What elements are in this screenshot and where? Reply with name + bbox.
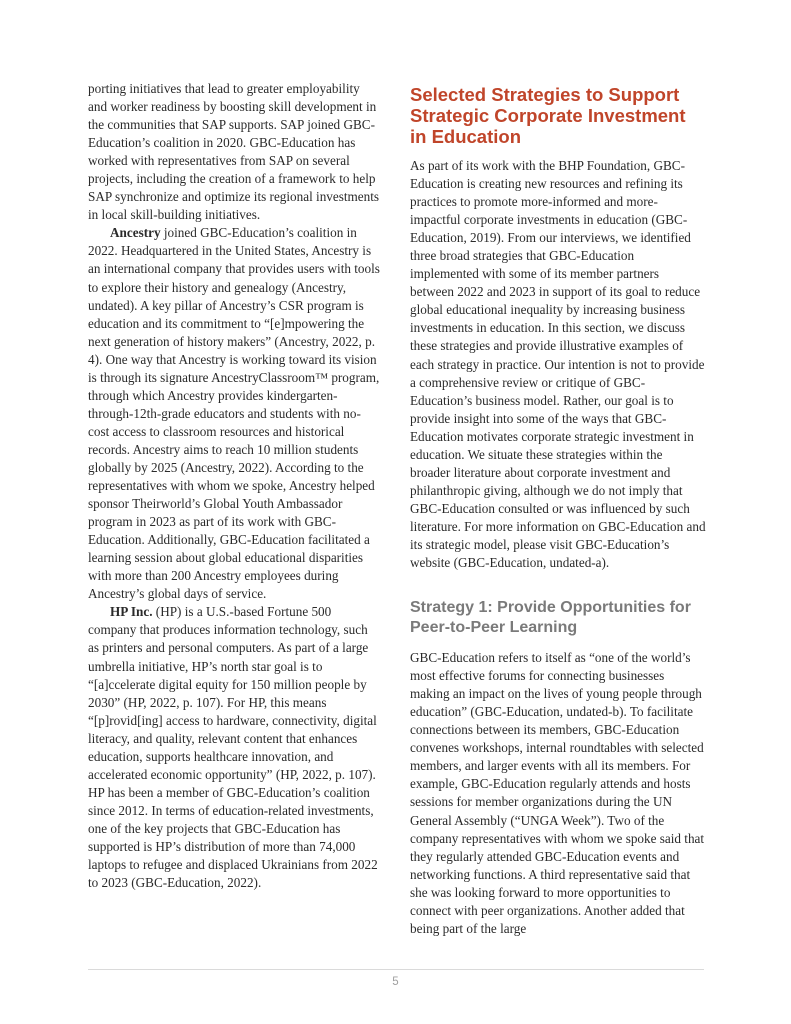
strategy-1-subheading: Strategy 1: Provide Opportunities for Peer-to-Peer Learning	[410, 599, 691, 637]
left-column	[88, 80, 380, 892]
sap-paragraph: porting initiatives that lead to greater employability and worker readiness by boosting skill development in the communities that SAP supports. SAP joined GBC-Education’s coalition in 2020. GBC-Education has worked with representatives from SAP on several projects, including the creation of a framework to help SAP synchronize and optimize its regional investments in local skill-building initiatives.	[88, 81, 380, 223]
strategies-intro-paragraph: As part of its work with the BHP Foundation, GBC-Education is creating new resources and refining its practices to promote more-informed and more-impactful corporate investments in education (GBC-Education, 2019). From our interviews, we identified three broad strategies that GBC-Education implemented with some of its member partners between 2022 and 2023 in support of its goal to reduce global educational inequality by increasing business investments in education. In this section, we discuss these strategies and provide illustrative examples of each strategy in practice. Our intention is not to provide a comprehensive review or critique of GBC-Education’s business model. Rather, our goal is to provide insight into some of the ways that GBC-Education motivates corporate strategic investment in education. We situate these strategies within the broader literature about corporate investment and philanthropic giving, although we do not imply that GBC-Education consulted or was influenced by such literature. For more information on GBC-Education and its strategic model, please visit GBC-Education’s website (GBC-Education, undated-a).	[410, 158, 706, 571]
page-number: 5	[392, 976, 399, 988]
ancestry-lead: Ancestry	[110, 225, 161, 241]
hp-paragraph	[88, 603, 380, 892]
strategy-1-paragraph: GBC-Education refers to itself as “one of the world’s most effective forums for connecting businesses making an impact on the lives of young people through education” (GBC-Education, undated-b). To facilitate connections between its members, GBC-Education convenes workshops, internal roundtables with selected members, and larger events with all its members. For example, GBC-Education regularly attends and hosts sessions for member organizations during the UN General Assembly (“UNGA Week”). Two of the company representatives with whom we spoke said that they regularly attended GBC-Education events and networking functions. A third representative said that she was looking forward to more opportunities to connect with peer organizations. Another added that being part of the large	[410, 650, 705, 936]
section-heading: Selected Strategies to Support Strategic Corporate Investment in Education	[410, 84, 686, 147]
right-column	[410, 80, 706, 938]
hp-lead: HP Inc.	[110, 604, 153, 620]
hp-text: (HP) is a U.S.-based Fortune 500 company that produces information technology, such as printers and personal computers. As part of a large umbrella initiative, HP’s north star goal is to “[a]ccelerate digital equity for 150 million people by 2030” (HP, 2022, p. 107). For HP, this means “[p]rovid[ing] access to hardware, connectivity, digital literacy, and quality, relevant content that enhances education, supports healthcare innovation, and accelerated economic opportunity” (HP, 2022, p. 107). HP has been a member of GBC-Education’s coalition since 2012. In terms of education-related investments, one of the key projects that GBC-Education has supported is HP’s distribution of more than 74,000 laptops to refugee and displaced Ukrainians from 2022 to 2023 (GBC-Education, 2022).	[88, 604, 378, 891]
footer-divider	[88, 969, 704, 970]
ancestry-text: joined GBC-Education’s coalition in 2022. Headquartered in the United States, Ancestry is an international company that provides users with tools to explore their history and genealogy (Ancestry, undated). A key pillar of Ancestry’s CSR program is education and its commitment to “[e]mpowering the next generation of history makers” (Ancestry, 2022, p. 4). One way that Ancestry is working toward its vision is through its signature AncestryClassroom™ program, through which Ancestry provides kindergarten-through-12th-grade educators and students with no-cost access to classroom resources and historical records. Ancestry aims to reach 10 million students globally by 2025 (Ancestry, 2022). According to the representatives with whom we spoke, Ancestry helped sponsor Theirworld’s Global Youth Ambassador program in 2023 as part of its work with GBC-Education. Additionally, GBC-Education facilitated a learning session about global educational disparities with more than 200 Ancestry employees during Ancestry’s global days of service.	[88, 225, 380, 602]
ancestry-paragraph	[88, 224, 380, 603]
